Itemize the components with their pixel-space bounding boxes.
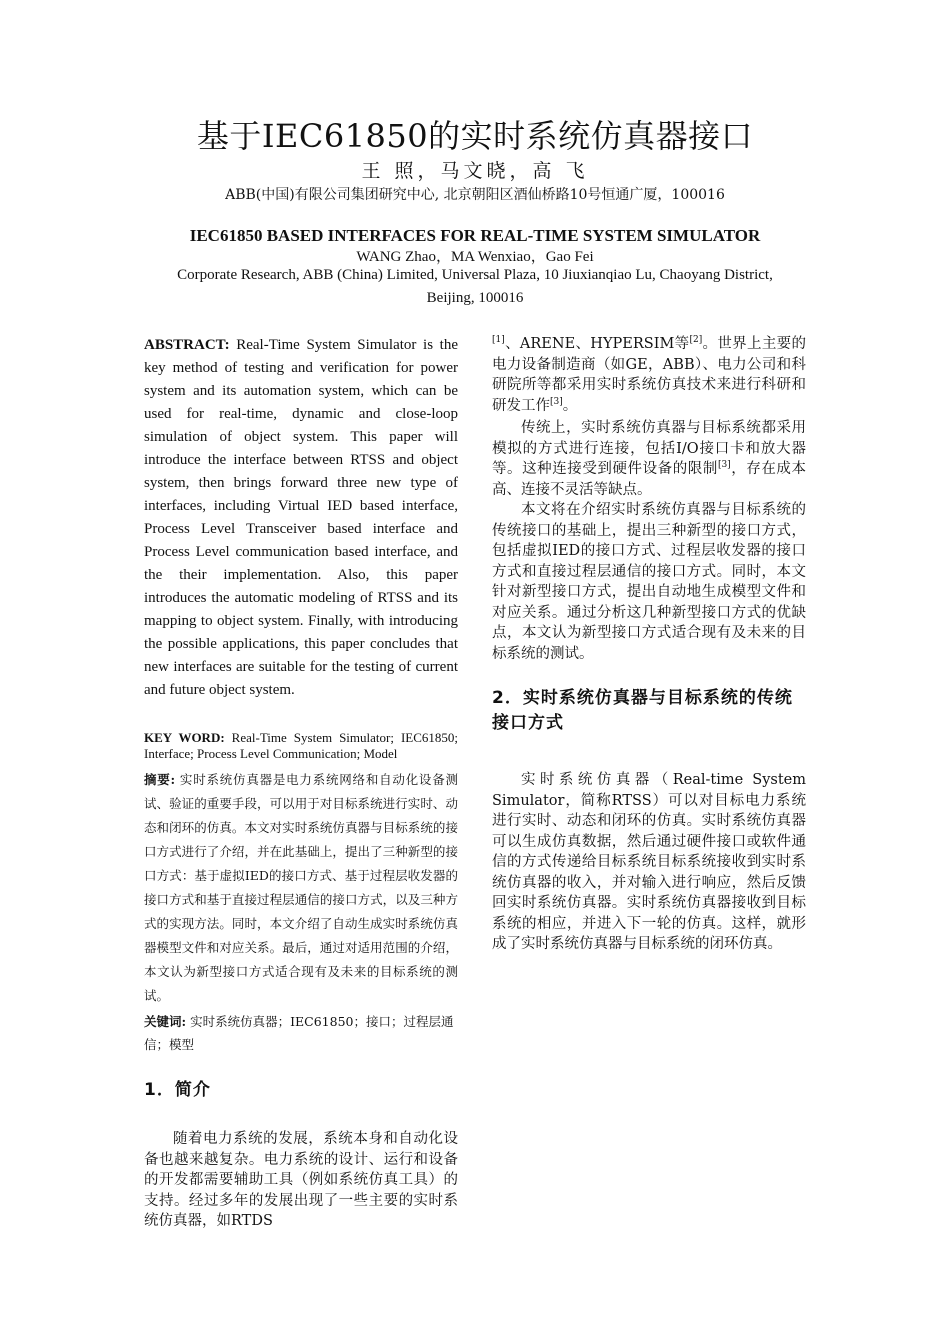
citation-3: [3]: [550, 396, 563, 407]
chinese-abstract: [144, 768, 458, 1008]
section-1-paragraph-1-continued: [492, 334, 806, 416]
citation-4: [3]: [717, 460, 731, 471]
section-1-text: 随着电力系统的发展，系统本身和自动化设备也越来越复杂。电力系统的设计、运行和设备的开发都需要辅助工具（例如系统仿真工具）的支持。经过多年的发展出现了一些主要的实时系统仿真器，如RTDS: [144, 1131, 458, 1229]
affiliation: ABB(中国)有限公司集团研究中心, 北京朝阳区酒仙桥路10号恒通广厦，100016: [225, 187, 725, 203]
cn-keywords-text: 实时系统仿真器；IEC61850；接口；过程层通信；模型: [144, 1014, 454, 1052]
citation-1: [1]: [492, 335, 505, 346]
section-1-paragraph-3: 本文将在介绍实时系统仿真器与目标系统的传统接口的基础上，提出三种新型的接口方式，包括虚拟IED的接口方式、过程层收发器的接口方式和直接过程层通信的接口方式。同时，本文针对新型接口方式，提出自动地生成模型文件和对应关系。通过分析这几种新型接口方式的优缺点，本文认为新型接口方式适合现有及未来的目标系统的测试。: [492, 502, 806, 662]
section-1-heading: 1．简介: [144, 1080, 211, 1100]
abstract-text: Real-Time System Simulator is the key method of testing and verification for power system and its automation system, which can be used for real-time, dynamic and close-loop simulation of object system. This paper will introduce the interface between RTSS and object system, then brings forward three new type of interfaces, including Virtual IED based interface, Process Level Transceiver based interface and Process Level communication based interface, and the their implementation. Also, this paper introduces the automatic modeling of RTSS and its mapping to object system. Finally, with introducing the possible applications, this paper concludes that new interfaces are suitable for the testing of current and future object system.: [144, 337, 458, 698]
cn-abstract-label: 摘要:: [144, 772, 176, 787]
english-keywords: [144, 730, 458, 762]
right-column: [492, 334, 806, 955]
english-title: IEC61850 BASED INTERFACES FOR REAL-TIME SYSTEM SIMULATOR: [189, 226, 761, 245]
author-list: 王 照，马文晓，高 飞: [361, 160, 589, 182]
section-1-paragraph-2: [492, 418, 806, 500]
section-1-text-c: 。世界上主要的电力设备制造商（如GE，ABB）、电力公司和科研院所等都采用实时系统仿真技术来进行科研和研发工作: [492, 336, 806, 414]
section-1-paragraph-1: [144, 1129, 458, 1232]
section-2-heading: 2．实时系统仿真器与目标系统的传统接口方式: [492, 688, 793, 733]
english-affiliation: Corporate Research, ABB (China) Limited, Universal Plaza, 10 Jiuxianqiao Lu, Chaoyang District, Beijing, 100016: [177, 267, 773, 306]
section-1-text-b: 、ARENE、HYPERSIM等: [504, 336, 690, 352]
cn-keywords-label: 关键词:: [144, 1014, 187, 1029]
section-1-text-d: 。: [562, 397, 578, 414]
english-author-list: WANG Zhao，MA Wenxiao，Gao Fei: [356, 249, 594, 265]
abstract-label: ABSTRACT:: [144, 337, 230, 353]
chinese-keywords: [144, 1010, 458, 1056]
citation-2: [2]: [689, 335, 703, 346]
keyword-text: Real-Time System Simulator; IEC61850; Interface; Process Level Communication; Model: [144, 730, 458, 761]
section-2-paragraph-1: 实时系统仿真器（Real-time System Simulator，简称RTSS）可以对目标电力系统进行实时、动态和闭环的仿真。实时系统仿真器可以生成仿真数据，然后通过硬件接口或软件通信的方式传递给目标系统目标系统接收到实时系统仿真器的收入，并对输入进行响应，然后反馈回实时系统仿真器。实时系统仿真器接收到目标系统的相应，并进入下一轮的仿真。这样，就形成了实时系统仿真器与目标系统的闭环仿真。: [492, 772, 806, 952]
section-1-p2-text-b: ，存在成本高、连接不灵活等缺点。: [492, 461, 806, 498]
english-abstract: [144, 334, 458, 702]
paper-title: 基于IEC61850的实时系统仿真器接口: [196, 117, 754, 155]
cn-abstract-text: 实时系统仿真器是电力系统网络和自动化设备测试、验证的重要手段，可以用于对目标系统进行实时、动态和闭环的仿真。本文对实时系统仿真器与目标系统的接口方式进行了介绍，并在此基础上，提出了三种新型的接口方式：基于虚拟IED的接口方式、基于过程层收发器的接口方式和基于直接过程层通信的接口方式，以及三种方式的实现方法。同时，本文介绍了自动生成实时系统仿真器模型文件和对应关系。最后，通过对适用范围的介绍，本文认为新型接口方式适合现有及未来的目标系统的测试。: [144, 772, 458, 1003]
section-1-p2-text-a: 传统上，实时系统仿真器与目标系统都采用模拟的方式进行连接，包括I/O接口卡和放大器等。这种连接受到硬件设备的限制: [492, 420, 806, 477]
left-column: [144, 334, 458, 1232]
keyword-label: KEY WORD:: [144, 730, 225, 745]
